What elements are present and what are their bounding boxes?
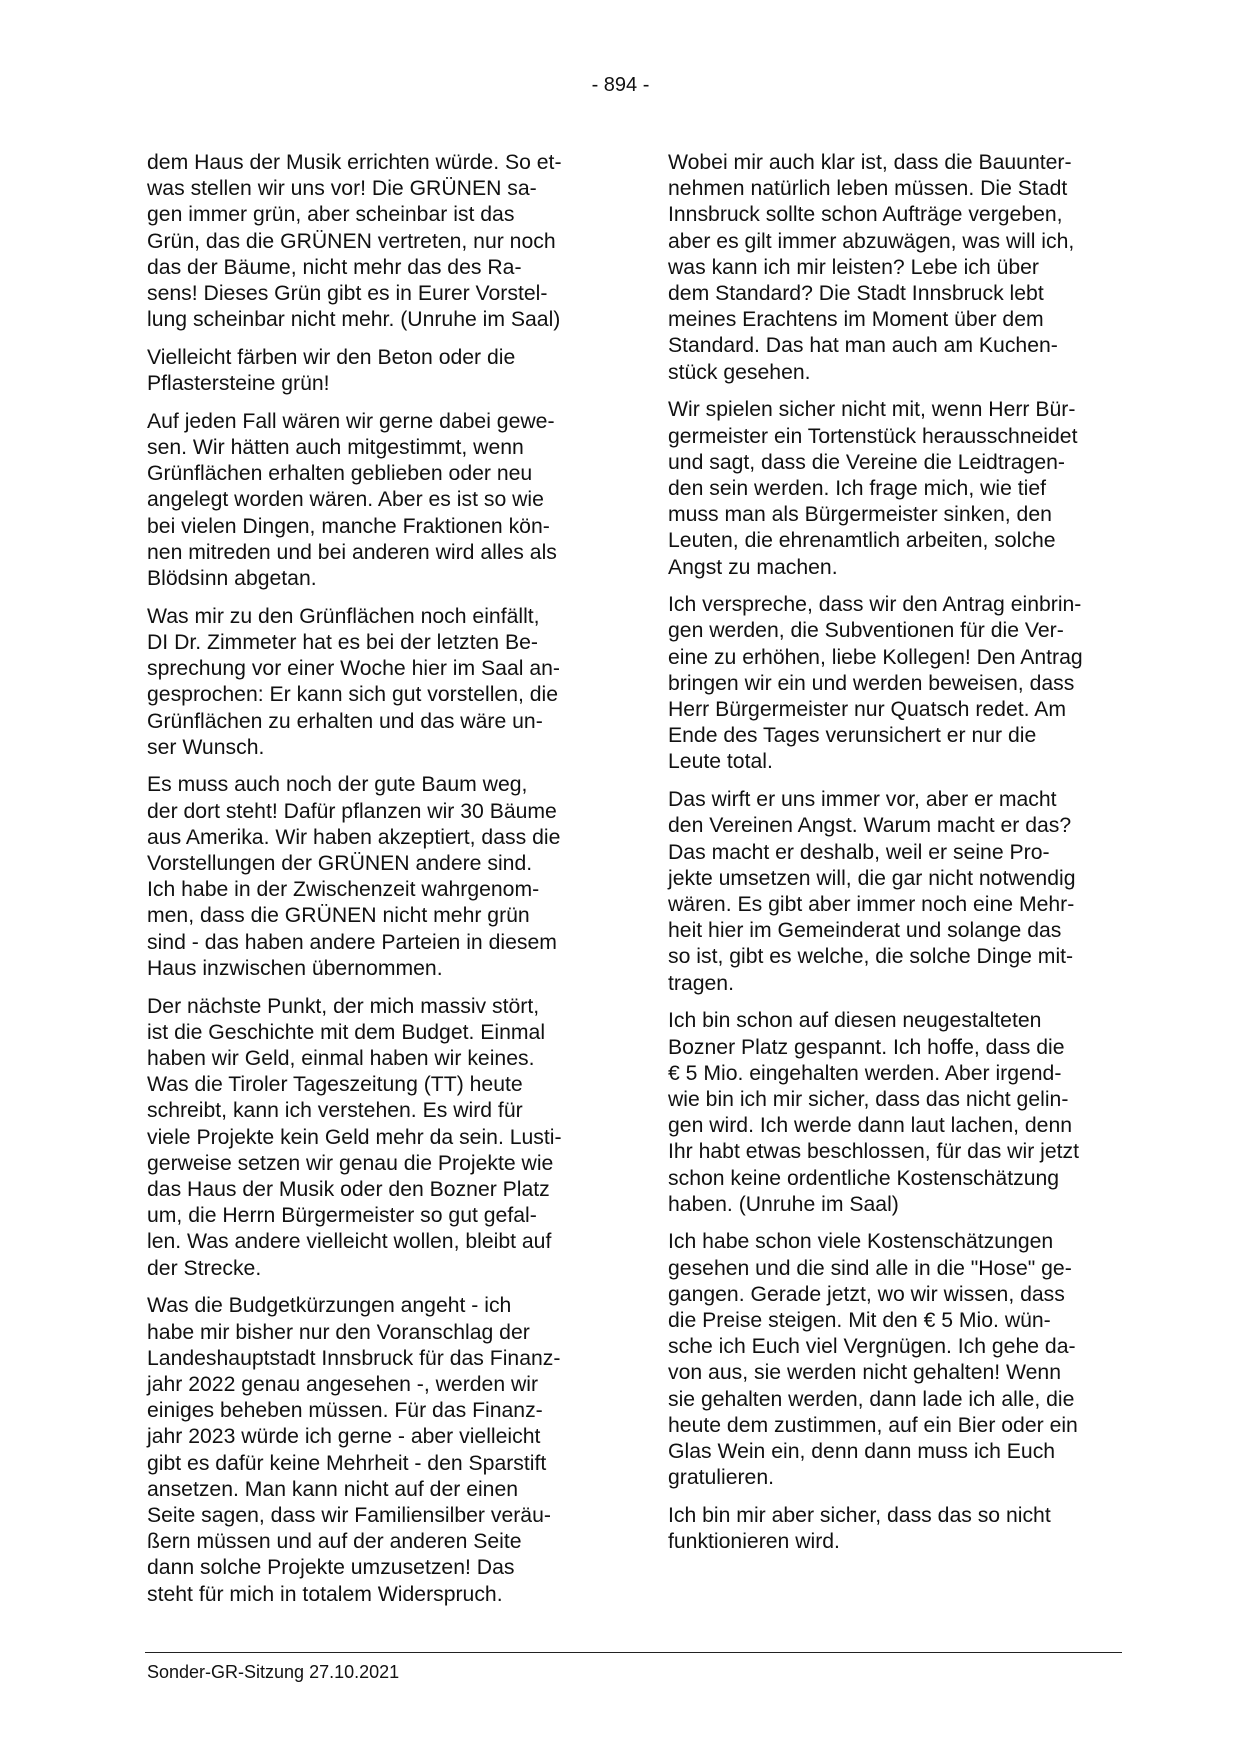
footer-divider: [145, 1652, 1122, 1653]
left-column: [147, 150, 599, 1619]
paragraph: Was mir zu den Grünflächen noch einfällt, DI Dr. Zimmeter hat es bei der letzten Be- sprechung vor einer Woche hier im Saal an- gesprochen: Er kann sich gut vorstellen, die Grünflächen zu erhalten und das wäre un- ser Wunsch.: [147, 604, 560, 759]
paragraph: dem Haus der Musik errichten würde. So et- was stellen wir uns vor! Die GRÜNEN sa- gen immer grün, aber scheinbar ist das Grün, das die GRÜNEN vertreten, nur noch das der Bäume, nicht mehr das des Ra- sens! Dieses Grün gibt es in Eurer Vorstel- lung scheinbar nicht mehr. (Unruhe im Saal): [147, 151, 562, 332]
paragraph: Auf jeden Fall wären wir gerne dabei gewe- sen. Wir hätten auch mitgestimmt, wenn Grünflächen erhalten geblieben oder neu angelegt worden wären. Aber es ist so wie bei vielen Dingen, manche Fraktionen kön- nen mitreden und bei anderen wird alles als Blödsinn abgetan.: [147, 409, 557, 591]
right-column: [668, 150, 1120, 1567]
paragraph: Der nächste Punkt, der mich massiv stört, ist die Geschichte mit dem Budget. Einmal haben wir Geld, einmal haben wir keines. Was die Tiroler Tageszeitung (TT) heute schreibt, kann ich verstehen. Es wird für viele Projekte kein Geld mehr da sein. Lusti- gerweise setzen wir genau die Projekte wie das Haus der Musik oder den Bozner Platz um, die Herrn Bürgermeister so gut gefal- len. Was andere vielleicht wollen, bleibt auf der Strecke.: [147, 994, 562, 1280]
paragraph: Es muss auch noch der gute Baum weg, der dort steht! Dafür pflanzen wir 30 Bäume aus Amerika. Wir haben akzeptiert, dass die Vorstellungen der GRÜNEN andere sind. Ich habe in der Zwischenzeit wahrgenom- men, dass die GRÜNEN nicht mehr grün sind - das haben andere Parteien in diesem Haus inzwischen übernommen.: [147, 773, 561, 980]
page-number: - 894 -: [591, 74, 650, 96]
paragraph: Das wirft er uns immer vor, aber er macht den Vereinen Angst. Warum macht er das? Das macht er deshalb, weil er seine Pro- jekte umsetzen will, die gar nicht notwendig wären. Es gibt aber immer noch eine Mehr- heit hier im Gemeinderat und solange das so ist, gibt es welche, die solche Dinge mit- tragen.: [668, 788, 1076, 995]
paragraph: Wir spielen sicher nicht mit, wenn Herr Bür- germeister ein Tortenstück herausschneidet und sagt, dass die Vereine die Leidtragen- den sein werden. Ich frage mich, wie tief muss man als Bürgermeister sinken, den Leuten, die ehrenamtlich arbeiten, solche Angst zu machen.: [668, 398, 1078, 579]
footer-session-label: Sonder-GR-Sitzung 27.10.2021: [147, 1662, 400, 1682]
paragraph: Vielleicht färben wir den Beton oder die Pflastersteine grün!: [147, 345, 516, 396]
paragraph: Ich verspreche, dass wir den Antrag einbrin- gen werden, die Subventionen für die Ver- eine zu erhöhen, liebe Kollegen! Den Antrag bringen wir ein und werden beweisen, dass Herr Bürgermeister nur Quatsch redet. Am Ende des Tages verunsichert er nur die Leute total.: [668, 593, 1083, 774]
paragraph: Was die Budgetkürzungen angeht - ich habe mir bisher nur den Voranschlag der Landeshauptstadt Innsbruck für das Finanz- jahr 2022 genau angesehen -, werden wir einiges beheben müssen. Für das Finanz- jahr 2023 würde ich gerne - aber vielleicht gibt es dafür keine Mehrheit - den Sparstift ansetzen. Man kann nicht auf der einen Seite sagen, dass wir Familiensilber veräu- ßern müssen und auf der anderen Seite dann solche Projekte umzusetzen! Das steht für mich in totalem Widerspruch.: [147, 1294, 561, 1606]
paragraph: Wobei mir auch klar ist, dass die Bauunter- nehmen natürlich leben müssen. Die Stadt Innsbruck sollte schon Aufträge vergeben, aber es gilt immer abzuwägen, was will ich, was kann ich mir leisten? Lebe ich über dem Standard? Die Stadt Innsbruck lebt meines Erachtens im Moment über dem Standard. Das hat man auch am Kuchen- stück gesehen.: [668, 151, 1075, 384]
paragraph: Ich bin mir aber sicher, dass das so nicht funktionieren wird.: [668, 1503, 1051, 1554]
paragraph: Ich habe schon viele Kostenschätzungen gesehen und die sind alle in die "Hose" ge- gangen. Gerade jetzt, wo wir wissen, dass die Preise steigen. Mit den € 5 Mio. wün- sche ich Euch viel Vergnügen. Ich gehe da- von aus, sie werden nicht gehalten! Wenn sie gehalten werden, dann lade ich alle, die heute dem zustimmen, auf ein Bier oder ein Glas Wein ein, denn dann muss ich Euch gratulieren.: [668, 1230, 1078, 1490]
paragraph: Ich bin schon auf diesen neugestalteten Bozner Platz gespannt. Ich hoffe, dass die € 5 Mio. eingehalten werden. Aber irgend- wie bin ich mir sicher, dass das nicht gelin- gen wird. Ich werde dann laut lachen, denn Ihr habt etwas beschlossen, für das wir jetzt schon keine ordentliche Kostenschätzung haben. (Unruhe im Saal): [668, 1009, 1079, 1216]
